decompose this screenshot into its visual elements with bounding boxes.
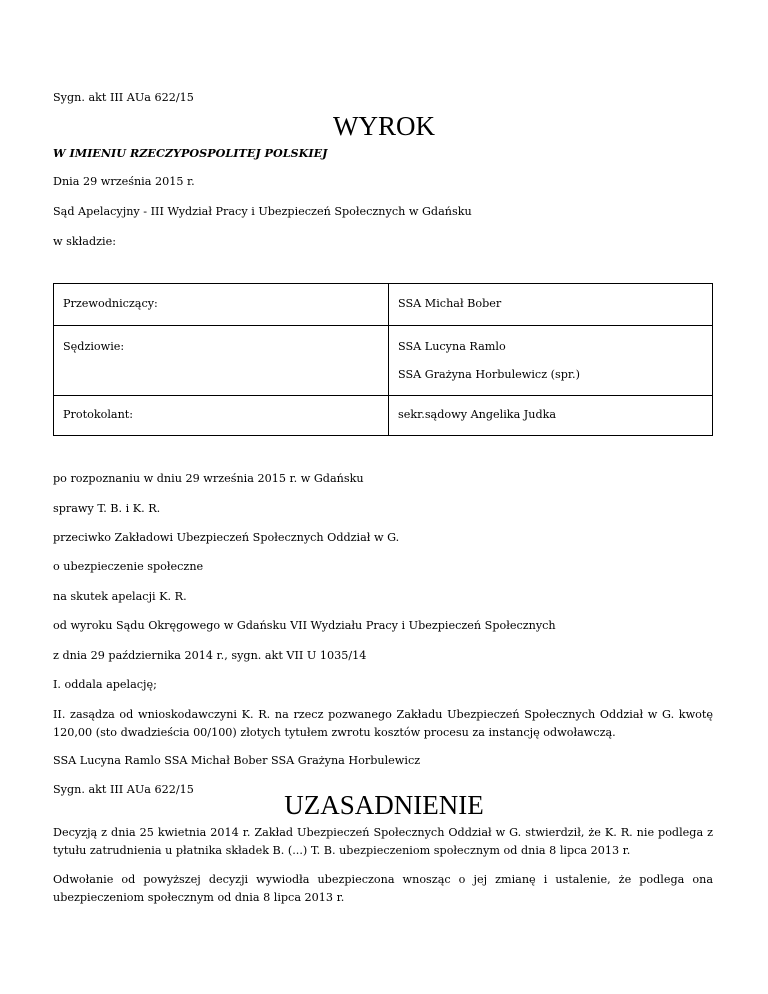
ruling-point-2: II. zasądza od wnioskodawczyni K. R. na rzecz pozwanego Zakładu Ubezpieczeń Społecznych Oddział w G. kwotę 120,00 (sto dwadzieścia 00/100) złotych tytułem zwrotu kosztów procesu za instancję odwoławczą. bbox=[53, 708, 713, 739]
clerk-name: sekr.sądowy Angelika Judka bbox=[398, 408, 557, 421]
case-signature-top: Sygn. akt III AUa 622/15 bbox=[53, 91, 194, 104]
proceedings-line: od wyroku Sądu Okręgowego w Gdańsku VII Wydziału Pracy i Ubezpieczeń Społecznych bbox=[53, 619, 556, 632]
presiding-label: Przewodniczący: bbox=[63, 297, 158, 310]
presiding-label-cell bbox=[54, 284, 389, 326]
composition-intro: w składzie: bbox=[53, 235, 116, 248]
judgment-title: WYROK bbox=[333, 111, 435, 141]
case-signature-bottom: Sygn. akt III AUa 622/15 bbox=[53, 783, 194, 796]
clerk-name-cell bbox=[389, 396, 713, 436]
court-name: Sąd Apelacyjny - III Wydział Pracy i Ubezpieczeń Społecznych w Gdańsku bbox=[53, 205, 472, 218]
composition-row-judges bbox=[54, 326, 713, 396]
composition-row-presiding bbox=[54, 284, 713, 326]
clerk-label-cell bbox=[54, 396, 389, 436]
proceedings-line: po rozpoznaniu w dniu 29 września 2015 r. w Gdańsku bbox=[53, 472, 364, 485]
composition-table bbox=[53, 283, 713, 436]
judge-name: SSA Lucyna Ramlo bbox=[398, 340, 506, 353]
justification-paragraph: Decyzją z dnia 25 kwietnia 2014 r. Zakład Ubezpieczeń Społecznych Oddział w G. stwierdził, że K. R. nie podlega z tytułu zatrudnienia u płatnika składek B. (...) T. B. ubezpieczeniom społecznym od dnia 8 lipca 2013 r. bbox=[53, 826, 713, 857]
in-the-name-header: W IMIENIU RZECZYPOSPOLITEJ POLSKIEJ bbox=[53, 146, 328, 160]
proceedings-line: o ubezpieczenie społeczne bbox=[53, 560, 204, 573]
judgment-date: Dnia 29 września 2015 r. bbox=[53, 175, 195, 188]
judges-names-cell bbox=[389, 326, 713, 396]
proceedings-line: przeciwko Zakładowi Ubezpieczeń Społecznych Oddział w G. bbox=[53, 531, 400, 544]
proceedings-line: z dnia 29 października 2014 r., sygn. akt VII U 1035/14 bbox=[53, 649, 367, 662]
judges-signatures: SSA Lucyna Ramlo SSA Michał Bober SSA Grażyna Horbulewicz bbox=[53, 754, 421, 767]
judges-label-cell bbox=[54, 326, 389, 396]
proceedings-line: na skutek apelacji K. R. bbox=[53, 590, 187, 603]
composition-row-clerk bbox=[54, 396, 713, 436]
judges-label: Sędziowie: bbox=[63, 340, 125, 353]
presiding-name: SSA Michał Bober bbox=[398, 297, 502, 310]
justification-paragraph: Odwołanie od powyższej decyzji wywiodła ubezpieczona wnosząc o jej zmianę i ustalenie, że podlega ona ubezpieczeniom społecznym od dnia 8 lipca 2013 r. bbox=[53, 873, 713, 904]
presiding-name-cell bbox=[389, 284, 713, 326]
justification-title: UZASADNIENIE bbox=[284, 790, 484, 820]
ruling-point-1: I. oddala apelację; bbox=[53, 678, 157, 691]
judge-name: SSA Grażyna Horbulewicz (spr.) bbox=[398, 368, 580, 381]
proceedings-line: sprawy T. B. i K. R. bbox=[53, 502, 161, 515]
clerk-label: Protokolant: bbox=[63, 408, 134, 421]
